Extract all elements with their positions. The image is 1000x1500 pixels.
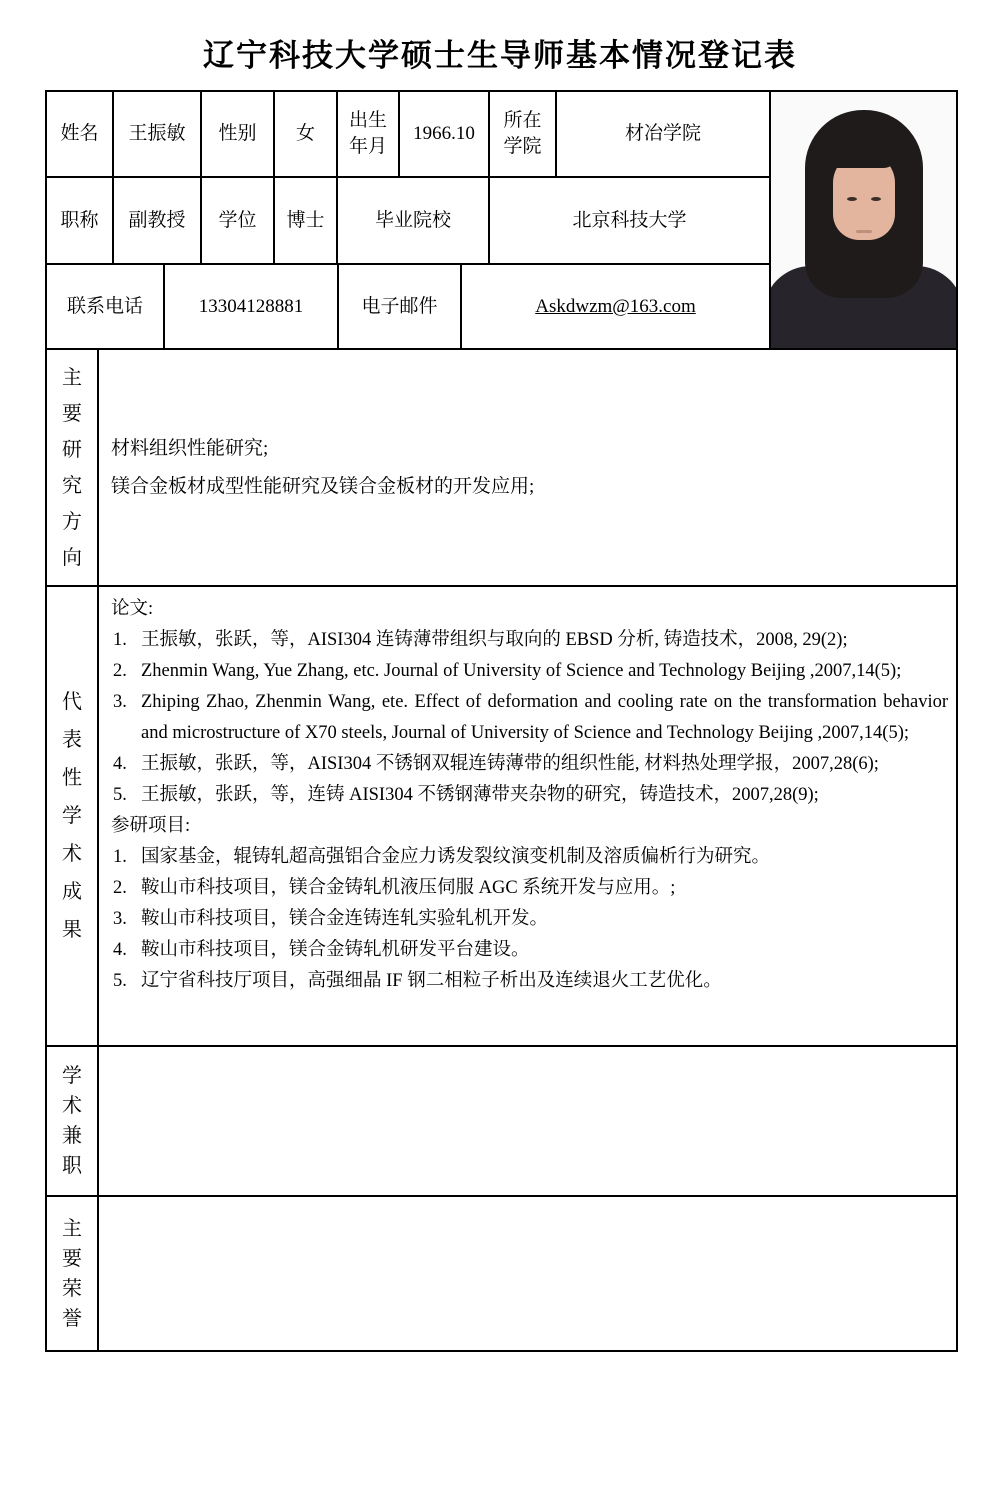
project-item: 2. 鞍山市科技项目，镁合金铸轧机液压伺服 AGC 系统开发与应用。; bbox=[113, 878, 676, 898]
email-value: Askdwzm@163.com bbox=[462, 265, 771, 348]
paper-item: 5. 王振敏，张跃，等，连铸 AISI304 不锈钢薄带夹杂物的研究，铸造技术，2007,28(9); bbox=[113, 785, 819, 805]
phone-label: 联系电话 bbox=[47, 265, 165, 348]
avatar-mouth bbox=[856, 230, 872, 233]
job-title-value: 副教授 bbox=[114, 178, 202, 263]
project-item: 1. 国家基金，辊铸轧超高强铝合金应力诱发裂纹演变机制及溶质偏析行为研究。 bbox=[113, 847, 771, 867]
graduate-school-label: 毕业院校 bbox=[338, 178, 490, 263]
page-title: 辽宁科技大学硕士生导师基本情况登记表 bbox=[203, 38, 797, 73]
paper-item: 3. Zhiping Zhao, Zhenmin Wang, ete. Effect of deformation and cooling rate on the transformation behavior and microstructure of X70 steels, Journal of University of Science and Technology Beijing ,2007,14(5); bbox=[113, 692, 948, 743]
college-value: 材冶学院 bbox=[557, 92, 771, 176]
research-line-2: 镁合金板材成型性能研究及镁合金板材的开发应用; bbox=[111, 475, 535, 497]
academic-achievements-content bbox=[99, 587, 956, 1045]
avatar-eye-right bbox=[871, 197, 881, 201]
id-photo bbox=[771, 92, 956, 348]
section-research-directions bbox=[47, 350, 956, 587]
main-honors-label: 主要荣誉 bbox=[47, 1197, 99, 1350]
project-item: 4. 鞍山市科技项目，镁合金铸轧机研发平台建设。 bbox=[113, 940, 530, 960]
research-line-1: 材料组织性能研究; bbox=[111, 437, 269, 459]
phone-value: 13304128881 bbox=[165, 265, 339, 348]
projects-heading: 参研项目: bbox=[111, 816, 191, 836]
degree-value: 博士 bbox=[275, 178, 338, 263]
academic-positions-label: 学术兼职 bbox=[47, 1047, 99, 1195]
paper-item: 4. 王振敏，张跃，等，AISI304 不锈钢双辊连铸薄带的组织性能, 材料热处理学报，2007,28(6); bbox=[113, 754, 879, 774]
basic-info-rows bbox=[47, 92, 771, 348]
main-honors-content bbox=[99, 1197, 956, 1350]
degree-label: 学位 bbox=[202, 178, 275, 263]
college-label: 所在学院 bbox=[490, 92, 557, 176]
section-main-honors bbox=[47, 1197, 956, 1350]
info-row-1 bbox=[47, 92, 771, 178]
paper-item: 2. Zhenmin Wang, Yue Zhang, etc. Journal of University of Science and Technology Beijing ,2007,14(5); bbox=[113, 661, 902, 681]
email-label: 电子邮件 bbox=[339, 265, 462, 348]
job-title-label: 职称 bbox=[47, 178, 114, 263]
gender-label: 性别 bbox=[202, 92, 275, 176]
section-academic-positions bbox=[47, 1047, 956, 1197]
name-label: 姓名 bbox=[47, 92, 114, 176]
avatar-eye-left bbox=[847, 197, 857, 201]
academic-positions-content bbox=[99, 1047, 956, 1195]
project-item: 3. 鞍山市科技项目，镁合金连铸连轧实验轧机开发。 bbox=[113, 909, 549, 929]
graduate-school-value: 北京科技大学 bbox=[490, 178, 771, 263]
basic-info-block bbox=[47, 92, 956, 350]
info-row-3 bbox=[47, 265, 771, 348]
info-row-2 bbox=[47, 178, 771, 265]
paper-item: 1. 王振敏，张跃，等，AISI304 连铸薄带组织与取向的 EBSD 分析, 铸造技术，2008, 29(2); bbox=[113, 630, 848, 650]
gender-value: 女 bbox=[275, 92, 338, 176]
portrait-avatar bbox=[771, 92, 956, 348]
name-value: 王振敏 bbox=[114, 92, 202, 176]
project-item: 5. 辽宁省科技厅项目，高强细晶 IF 钢二相粒子析出及连续退火工艺优化。 bbox=[113, 971, 722, 991]
avatar-hair-fringe bbox=[831, 144, 897, 168]
papers-heading: 论文: bbox=[111, 599, 154, 619]
registration-form-table bbox=[45, 90, 958, 1352]
birth-label: 出生年月 bbox=[338, 92, 400, 176]
research-directions-label: 主要研究方向 bbox=[47, 350, 99, 585]
section-academic-achievements bbox=[47, 587, 956, 1047]
research-directions-content bbox=[99, 350, 956, 585]
academic-achievements-label: 代表性学术成果 bbox=[47, 587, 99, 1045]
birth-value: 1966.10 bbox=[400, 92, 490, 176]
